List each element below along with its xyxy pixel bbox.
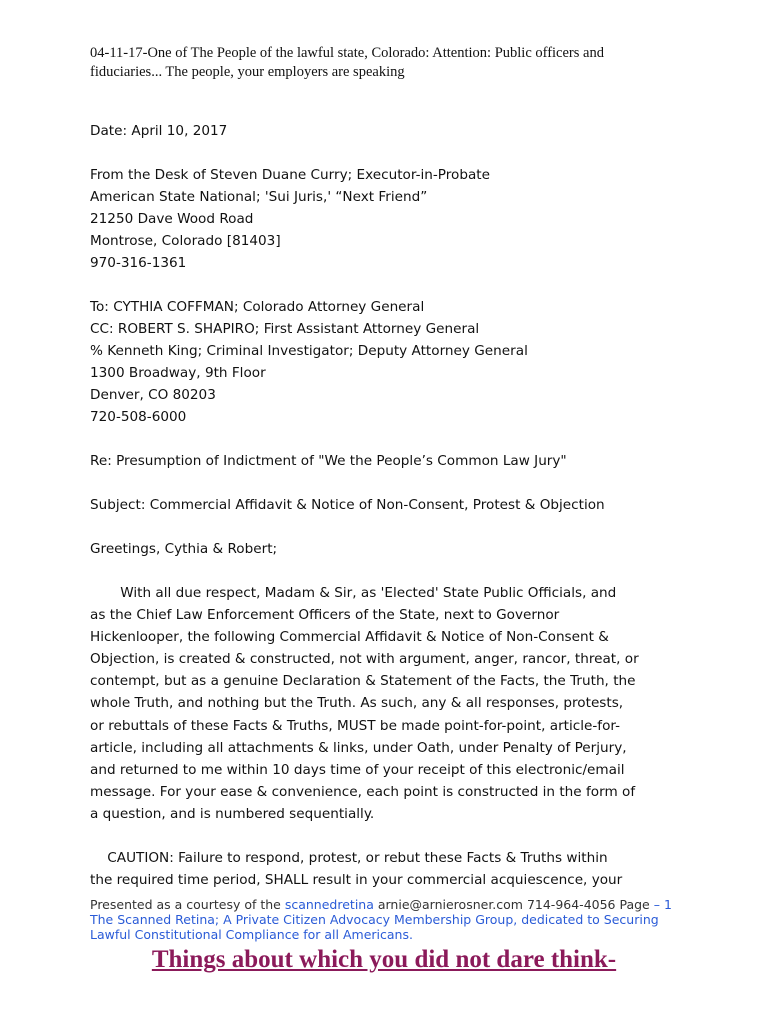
page-number: – 1 — [653, 897, 672, 912]
page-footer — [90, 897, 690, 942]
paragraph-line: as the Chief Law Enforcement Officers of the State, next to Governor — [90, 607, 560, 624]
paragraph-line: a question, and is numbered sequentially. — [90, 805, 375, 822]
header-line-2: fiduciaries... The people, your employers are speaking — [90, 64, 405, 80]
paragraph-1 — [90, 582, 690, 825]
recipient-line: CC: ROBERT S. SHAPIRO; First Assistant Attorney General — [90, 321, 480, 337]
greeting: Greetings, Cythia & Robert; — [90, 541, 278, 557]
document-header — [90, 44, 690, 82]
recipient-line: 720-508-6000 — [90, 409, 187, 425]
sender-line: 21250 Dave Wood Road — [90, 211, 254, 227]
sender-block — [90, 164, 690, 274]
paragraph-line: or rebuttals of these Facts & Truths, MUST be made point-for-point, article-for- — [90, 717, 621, 734]
footer-line-2: The Scanned Retina; A Private Citizen Advocacy Membership Group, dedicated to Securing — [90, 912, 659, 927]
recipient-line: Denver, CO 80203 — [90, 387, 216, 403]
scannedretina-link[interactable]: scannedretina — [284, 897, 374, 912]
subject-line: Subject: Commercial Affidavit & Notice of Non-Consent, Protest & Objection — [90, 497, 605, 513]
banner-link[interactable]: Things about which you did not dare think- — [151, 946, 617, 973]
re-line: Re: Presumption of Indictment of "We the People’s Common Law Jury" — [90, 453, 567, 469]
sender-line: From the Desk of Steven Duane Curry; Executor-in-Probate — [90, 167, 490, 183]
paragraph-line: With all due respect, Madam & Sir, as 'Elected' State Public Officials, and — [90, 585, 617, 601]
sender-line: American State National; 'Sui Juris,' “Next Friend” — [90, 189, 428, 205]
letter-body — [90, 120, 690, 891]
paragraph-line: whole Truth, and nothing but the Truth. As such, any & all responses, protests, — [90, 695, 624, 712]
paragraph-line: Objection, is created & constructed, not with argument, anger, rancor, threat, or — [90, 651, 639, 668]
recipient-line: 1300 Broadway, 9th Floor — [90, 365, 266, 381]
paragraph-line: article, including all attachments & links, under Oath, under Penalty of Perjury, — [90, 739, 627, 756]
footer-prefix: Presented as a courtesy of the — [90, 897, 285, 912]
footer-line-3: Lawful Constitutional Compliance for all Americans. — [90, 927, 413, 942]
sender-line: 970-316-1361 — [90, 255, 187, 271]
paragraph-line: contempt, but as a genuine Declaration & Statement of the Facts, the Truth, the — [90, 673, 636, 690]
recipient-line: To: CYTHIA COFFMAN; Colorado Attorney General — [90, 299, 425, 315]
recipient-line: % Kenneth King; Criminal Investigator; Deputy Attorney General — [90, 343, 528, 359]
footer-line-1 — [90, 897, 690, 912]
paragraph-line: the required time period, SHALL result in your commercial acquiescence, your — [90, 872, 623, 889]
paragraph-line: message. For your ease & convenience, each point is constructed in the form of — [90, 783, 636, 800]
paragraph-line: CAUTION: Failure to respond, protest, or rebut these Facts & Truths within — [90, 850, 608, 867]
paragraph-2 — [90, 847, 690, 891]
header-line-1: 04-11-17-One of The People of the lawful state, Colorado: Attention: Public officers and — [90, 45, 604, 61]
recipient-block — [90, 296, 690, 428]
paragraph-line: Hickenlooper, the following Commercial Affidavit & Notice of Non-Consent & — [90, 629, 609, 646]
sender-line: Montrose, Colorado [81403] — [90, 233, 281, 249]
footer-contact: arnie@arnierosner.com 714-964-4056 Page — [373, 897, 654, 912]
paragraph-line: and returned to me within 10 days time of your receipt of this electronic/email — [90, 761, 625, 778]
letter-date: Date: April 10, 2017 — [90, 123, 228, 139]
